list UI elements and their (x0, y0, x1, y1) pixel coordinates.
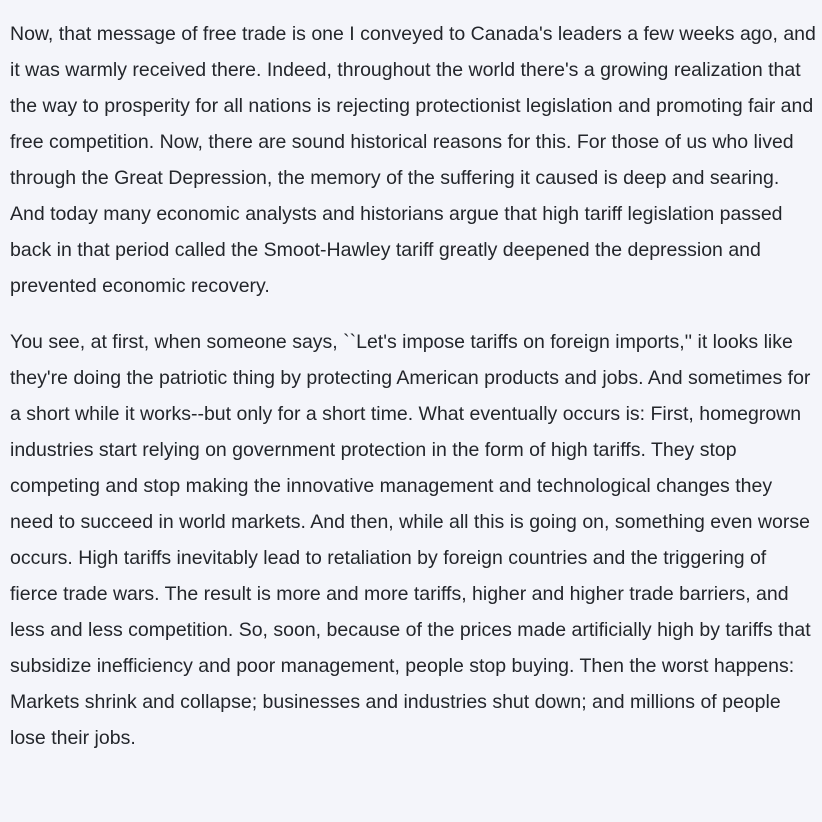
paragraph-1: Now, that message of free trade is one I conveyed to Canada's leaders a few weeks ago, and it was warmly received there. Indeed, throughout the world there's a growing realization that the way to prosperity for all nations is rejecting protectionist legislation and promoting fair and free competition. Now, there are sound historical reasons for this. For those of us who lived through the Great Depression, the memory of the suffering it caused is deep and searing. And today many economic analysts and historians argue that high tariff legislation passed back in that period called the Smoot-Hawley tariff greatly deepened the depression and prevented economic recovery. (10, 23, 816, 297)
paragraph-2: You see, at first, when someone says, ``Let's impose tariffs on foreign imports,'' it looks like they're doing the patriotic thing by protecting American products and jobs. And sometimes for a short while it works--but only for a short time. What eventually occurs is: First, homegrown industries start relying on government protection in the form of high tariffs. They stop competing and stop making the innovative management and technological changes they need to succeed in world markets. And then, while all this is going on, something even worse occurs. High tariffs inevitably lead to retaliation by foreign countries and the triggering of fierce trade wars. The result is more and more tariffs, higher and higher trade barriers, and less and less competition. So, soon, because of the prices made artificially high by tariffs that subsidize inefficiency and poor management, people stop buying. Then the worst happens: Markets shrink and collapse; businesses and industries shut down; and millions of people lose their jobs. (10, 331, 811, 749)
document-body (10, 16, 818, 776)
